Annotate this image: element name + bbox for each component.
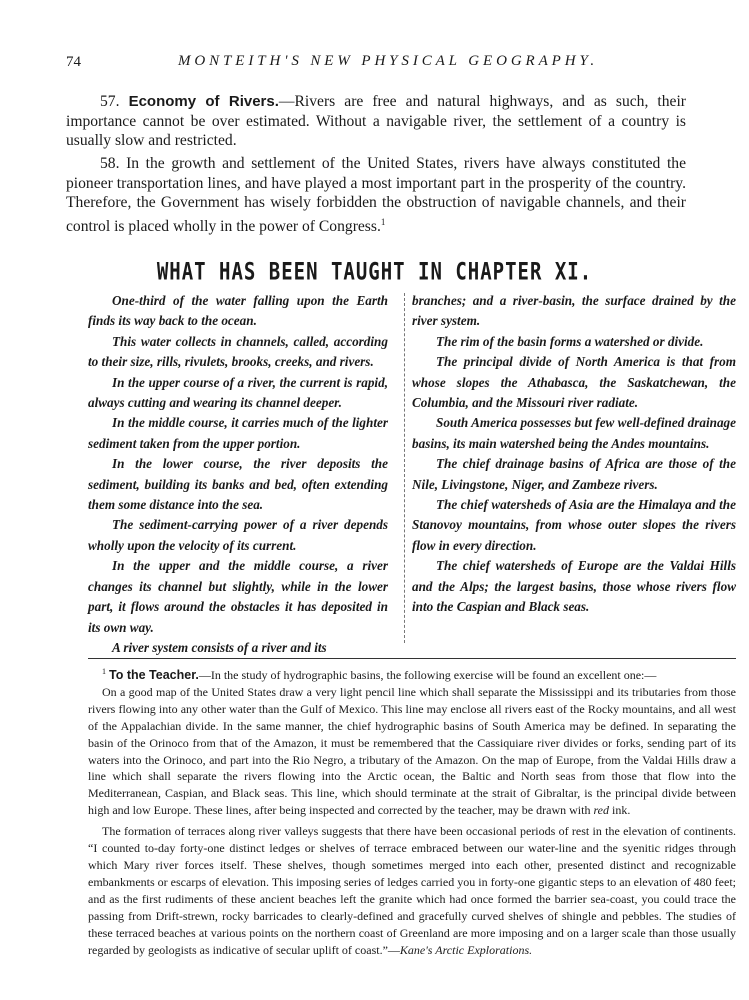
- summary-item: South America possesses but few well-defined drainage basins, its main watershed being the Andes mountains.: [412, 415, 736, 451]
- summary-item: A river system consists of a river and its: [112, 639, 327, 655]
- summary-item: The chief watersheds of Asia are the Himalaya and the Stanovoy mountains, from whose outer slopes the rivers flow in every direction.: [412, 497, 736, 553]
- paragraph-58: [66, 154, 686, 236]
- footnote-paragraph: On a good map of the United States draw a very light pencil line which shall separate the Mississippi and its tributaries from those rivers flowing into any other water than the Gulf of Mexico. This line may enclose all rivers east of the Rocky mountains, and all west of the Appalachian divide. In the same manner, the chief hydrographic basins of South America may be defined. In separating the basin of the Orinoco from that of the Amazon, it must be remembered that the Cassiquiare river divides or forks, sending part of its waters into the Orinoco, and part into the Rio Negro, a tributary of the Amazon. On the map of Europe, from the Valdai Hills draw a line which shall separate the rivers flowing into the Arctic ocean, the Baltic and North seas from those that flow into the Mediterranean, Caspian, and Black seas. This line, which should terminate at the strait of Gibraltar, is the principal divide between high and low Europe. These lines, after being inspected and corrected by the teacher, may be drawn with red ink.: [88, 684, 736, 818]
- summary-item: One-third of the water falling upon the Earth finds its way back to the ocean.: [88, 293, 388, 329]
- summary-item: In the middle course, it carries much of the lighter sediment taken from the upper portion.: [88, 415, 388, 451]
- summary-item: In the upper and the middle course, a river changes its channel but slightly, while in the lower part, it flows around the obstacles it has deposited in its own way.: [88, 558, 388, 635]
- footnote-reference[interactable]: 1: [380, 216, 386, 227]
- summary-item: In the lower course, the river deposits the sediment, building its banks and bed, often extending them some distance into the sea.: [88, 456, 388, 513]
- paragraph-text: —Rivers are free and natural highways, and as such, their importance cannot be over estimated. Without a navigable river, the settlement of a country is usually slow and restricted.: [66, 93, 687, 149]
- chapter-summary-title: WHAT HAS BEEN TAUGHT IN CHAPTER XI.: [156, 258, 593, 286]
- citation: Kane's Arctic Explorations.: [399, 942, 533, 957]
- summary-item: This water collects in channels, called, according to their size, rills, rivulets, brooks, creeks, and rivers.: [88, 333, 388, 370]
- footnote-mark: 1: [102, 667, 106, 676]
- summary-item: In the upper course of a river, the current is rapid, always cutting and wearing its channel deeper.: [88, 374, 388, 411]
- summary-item: The chief drainage basins of Africa are those of the Nile, Livingstone, Niger, and Zambeze rivers.: [412, 456, 736, 492]
- footnote: [88, 664, 736, 958]
- running-head: [66, 48, 686, 72]
- summary-item: The sediment-carrying power of a river depends wholly upon the velocity of its current.: [88, 517, 388, 553]
- summary-item: The chief watersheds of Europe are the Valdai Hills and the Alps; the largest basins, those whose rivers flow into the Caspian and Black seas.: [412, 558, 736, 615]
- footnote-heading: To the Teacher.: [109, 668, 199, 682]
- summary-item-continuation: branches; and a river-basin, the surface drained by the river system.: [412, 293, 736, 329]
- footnote-intro: —In the study of hydrographic basins, the following exercise will be found an excellent one:—: [198, 668, 657, 682]
- section-number: 57.: [100, 93, 120, 110]
- running-title: MONTEITH'S NEW PHYSICAL GEOGRAPHY.: [178, 53, 598, 69]
- summary-right-column: [412, 291, 736, 618]
- paragraph-57: [66, 92, 686, 151]
- paragraph-text: 58. In the growth and settlement of the United States, rivers have always constituted the pioneer transportation lines, and have played a most important part in the prosperity of the country. Therefore, the Government has wisely forbidden the obstruction of navigable channels, and their control is placed wholly in the power of Congress.: [66, 155, 686, 235]
- summary-item: The principal divide of North America is that from whose slopes the Athabasca, the Saskatchewan, the Columbia, and the Missouri river radiate.: [412, 354, 736, 411]
- summary-item: The rim of the basin forms a watershed or divide.: [436, 333, 704, 349]
- section-heading: Economy of Rivers.: [128, 93, 279, 110]
- page-number: 74: [66, 54, 81, 70]
- footnote-rule: [88, 658, 736, 659]
- summary-left-column: [88, 291, 388, 658]
- footnote-paragraph: The formation of terraces along river valleys suggests that there have been occasional periods of rest in the elevation of continents. “I counted to-day forty-one distinct ledges or shelves of terrace embraced between our water-line and the syenitic ridges through which Mary river forces itself. These shelves, though sometimes merged into each other, presented distinct and recognizable embankments or escarps of elevation. This imposing series of ledges carried you in forty-one gigantic steps to an elevation of 480 feet; and as the first rudiments of these ancient beaches left the granite which had once formed the barrier sea-coast, you could trace the passing from Drift-strewn, rocky barricades to clearly-defined and gracefully curved shelves of shingle and pebbles. The studies of these terraced beaches at various points on the northern coast of Greenland are more imposing and on a larger scale than those usually regarded by geologists as indicative of secular uplift of coast.”—Kane's Arctic Explorations.: [88, 824, 736, 957]
- column-divider: [404, 293, 405, 643]
